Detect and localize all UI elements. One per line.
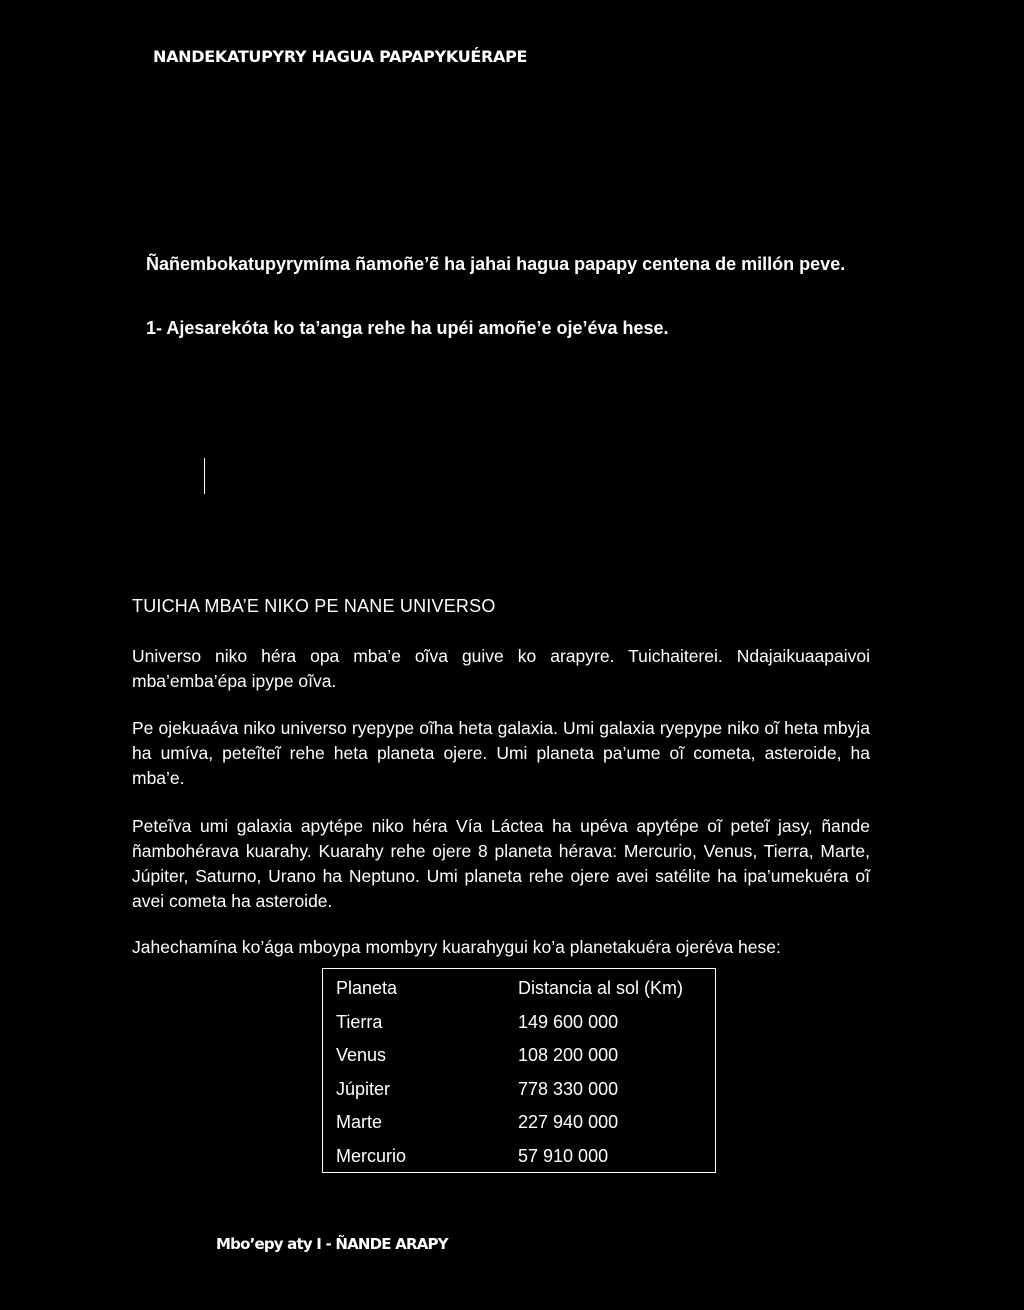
page-footer: Mbo’epy aty I - ÑANDE ARAPY [216, 1235, 448, 1253]
task-instruction: 1- Ajesarekóta ko ta’anga rehe ha upéi amoñe’e oje’éva hese. [146, 318, 669, 338]
planet-distance-table [322, 968, 716, 1173]
divider-line [204, 458, 205, 494]
table-cell-planet: Venus [336, 1045, 387, 1065]
table-cell-planet: Tierra [336, 1012, 383, 1032]
table-cell-distance: 778 330 000 [518, 1079, 619, 1099]
table-header-distance: Distancia al sol (Km) [518, 978, 684, 998]
table-cell-distance: 108 200 000 [518, 1045, 619, 1065]
section-title: TUICHA MBA’E NIKO PE NANE UNIVERSO [132, 596, 496, 616]
table-cell-planet: Marte [336, 1112, 383, 1132]
table-cell-distance: 149 600 000 [518, 1012, 619, 1032]
paragraph-table-intro: Jahechamína ko’ága mboypa mombyry kuarahygui ko’a planetakuéra ojeréva hese: [132, 937, 781, 957]
paragraph-galaxies: Pe ojekuaáva niko universo ryepype oĩha heta galaxia. Umi galaxia ryepype niko oĩ heta mbyja ha umíva, peteĩteĩ rehe heta planeta ojere. Umi planeta pa’ume oĩ cometa, asteroide, ha mba’e. [132, 718, 870, 788]
page-header: NANDEKATUPYRY HAGUA PAPAPYKUÉRAPE [153, 47, 528, 66]
intro-text: Ñañembokatupyrymíma ñamoñe’ẽ ha jahai hagua papapy centena de millón peve. [146, 254, 846, 274]
paragraph-universe: Universo niko héra opa mba’e oĩva guive ko arapyre. Tuichaiterei. Ndajaikuaapaivoi mba’emba’épa ipype oĩva. [132, 646, 870, 691]
table-cell-planet: Júpiter [336, 1079, 391, 1099]
table-cell-distance: 227 940 000 [518, 1112, 619, 1132]
paragraph-milky-way: Peteĩva umi galaxia apytépe niko héra Vía Láctea ha upéva apytépe oĩ peteĩ jasy, ñande ñambohérava kuarahy. Kuarahy rehe ojere 8 planeta hérava: Mercurio, Venus, Tierra, Marte, Júpiter, Saturno, Urano ha Neptuno. Umi planeta rehe ojere avei satélite ha ipa’umekuéra oĩ avei cometa ha asteroide. [132, 816, 870, 911]
table-cell-distance: 57 910 000 [518, 1146, 609, 1166]
table-cell-planet: Mercurio [336, 1146, 407, 1166]
table-header-planet: Planeta [336, 978, 398, 998]
